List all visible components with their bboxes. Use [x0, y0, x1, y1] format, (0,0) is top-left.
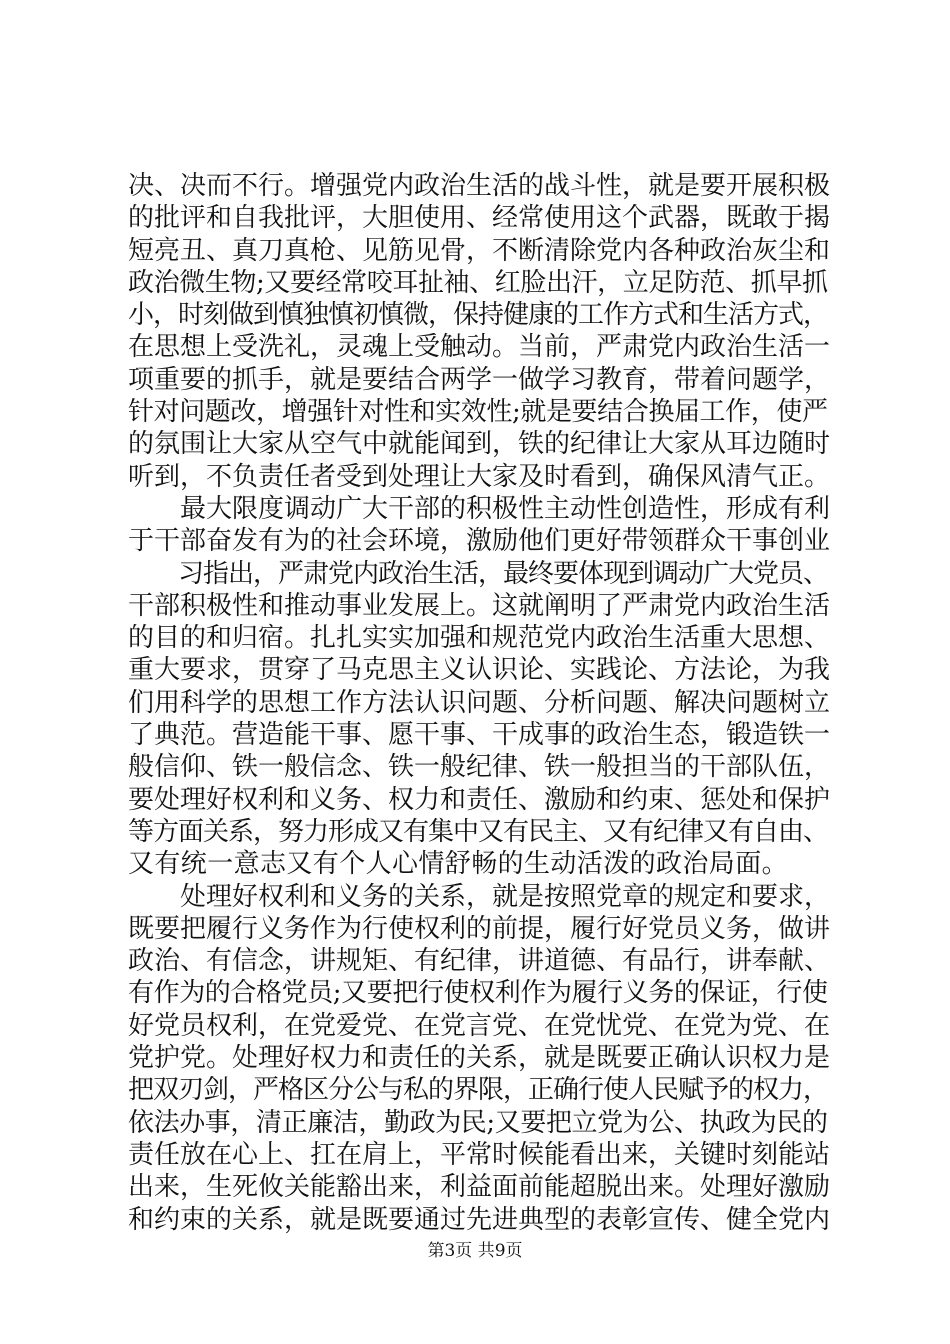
text-line: 要处理好权利和义务、权力和责任、激励和约束、惩处和保护 — [128, 784, 831, 815]
text-line: 依法办事，清正廉洁，勤政为民;又要把立党为公、执政为民的 — [128, 1107, 828, 1138]
text-line: 的氛围让大家从空气中就能闻到，铁的纪律让大家从耳边随时 — [128, 429, 831, 460]
text-line: 了典范。营造能干事、愿干事、干成事的政治生态，锻造铁一 — [128, 720, 831, 751]
text-line: 出来，生死攸关能豁出来，利益面前能超脱出来。处理好激励 — [128, 1172, 831, 1203]
text-line: 习指出，严肃党内政治生活，最终要体现到调动广大党员、 — [128, 558, 829, 589]
text-line: 干部积极性和推动事业发展上。这就阐明了严肃党内政治生活 — [128, 590, 831, 621]
text-line: 有作为的合格党员;又要把行使权利作为履行义务的保证，行使 — [128, 978, 828, 1009]
text-line: 把双刃剑，严格区分公与私的界限，正确行使人民赋予的权力， — [128, 1075, 829, 1106]
text-line: 又有统一意志又有个人心情舒畅的生动活泼的政治局面。 — [128, 849, 789, 880]
text-line: 听到，不负责任者受到处理让大家及时看到，确保风清气正。 — [128, 461, 831, 492]
text-line: 般信仰、铁一般信念、铁一般纪律、铁一般担当的干部队伍， — [128, 752, 831, 783]
text-line: 好党员权利，在党爱党、在党言党、在党忧党、在党为党、在 — [128, 1010, 831, 1041]
text-line: 党护党。处理好权力和责任的关系，就是既要正确认识权力是 — [128, 1043, 831, 1074]
text-line: 责任放在心上、扛在肩上，平常时候能看出来，关键时刻能站 — [128, 1139, 831, 1170]
text-line: 和约束的关系，就是既要通过先进典型的表彰宣传、健全党内 — [128, 1204, 831, 1235]
text-line: 等方面关系，努力形成又有集中又有民主、又有纪律又有自由、 — [128, 816, 829, 847]
text-line: 政治微生物;又要经常咬耳扯袖、红脸出汗，立足防范、抓早抓 — [128, 267, 828, 298]
text-line: 既要把履行义务作为行使权利的前提，履行好党员义务，做讲 — [128, 913, 831, 944]
text-line: 政治、有信念，讲规矩、有纪律，讲道德、有品行，讲奉献、 — [128, 946, 831, 977]
text-line: 处理好权利和义务的关系，就是按照党章的规定和要求， — [128, 881, 831, 912]
text-line: 最大限度调动广大干部的积极性主动性创造性，形成有利 — [128, 493, 831, 524]
text-line: 项重要的抓手，就是要结合两学一做学习教育，带着问题学， — [128, 364, 831, 395]
text-line: 于干部奋发有为的社会环境，激励他们更好带领群众干事创业 — [128, 526, 831, 557]
text-line: 决、决而不行。增强党内政治生活的战斗性，就是要开展积极 — [128, 171, 831, 201]
page-number-footer: 第3页 共9页 — [427, 1241, 523, 1261]
text-line: 小，时刻做到慎独慎初慎微，保持健康的工作方式和生活方式， — [128, 300, 829, 331]
text-line: 短亮丑、真刀真枪、见筋见骨，不断清除党内各种政治灰尘和 — [128, 235, 831, 266]
text-line: 的批评和自我批评，大胆使用、经常使用这个武器，既敢于揭 — [128, 203, 831, 234]
text-line: 在思想上受洗礼，灵魂上受触动。当前，严肃党内政治生活一 — [128, 332, 831, 363]
body-text — [128, 170, 831, 1236]
text-line: 们用科学的思想工作方法认识问题、分析问题、解决问题树立 — [128, 687, 831, 718]
text-line: 针对问题改，增强针对性和实效性;就是要结合换届工作，使严 — [128, 397, 828, 428]
text-line: 重大要求，贯穿了马克思主义认识论、实践论、方法论，为我 — [128, 655, 831, 686]
text-line: 的目的和归宿。扎扎实实加强和规范党内政治生活重大思想、 — [128, 623, 831, 654]
